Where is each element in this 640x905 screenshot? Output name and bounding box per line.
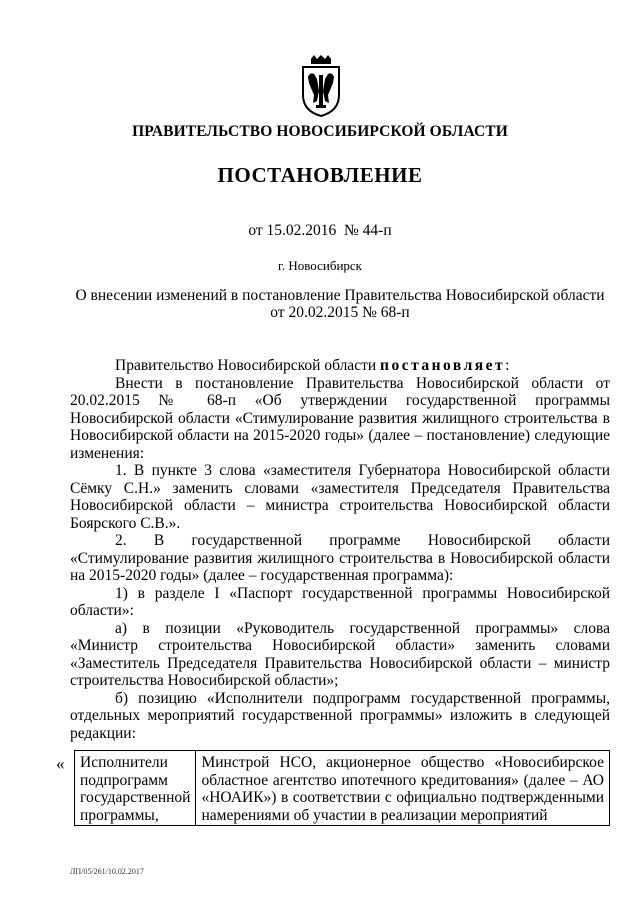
preamble <box>70 357 610 375</box>
table-cell-value: Минстрой НСО, акционерное общество «Новосибирское областное агентство ипотечного кредитования» (далее – АО «НОАИК») в соответствии с официально подтвержденными намерениями об участии в реализации мероприятий <box>196 751 610 826</box>
subject-line-1: О внесении изменений в постановление Правительства Новосибирской области <box>75 287 605 304</box>
open-quote-mark: « <box>56 754 65 773</box>
document-city: г. Новосибирск <box>277 258 362 273</box>
paragraph-intro: Внести в постановление Правительства Новосибирской области от 20.02.2015 № 68-п «Об утверждении государственной программы Новосибирской области «Стимулирование развития жилищного строительства в Новосибирской области на 2015-2020 годы» (далее – постановление) следующие изменения: <box>70 374 610 462</box>
passport-table <box>74 750 610 826</box>
document-type: ПОСТАНОВЛЕНИЕ <box>217 163 423 187</box>
paragraph-subitem-a: а) в позиции «Руководитель государственной программы» слова «Министр строительства Новосибирской области» заменить словами «Заместитель Председателя Правительства Новосибирской области – министр строительства Новосибирской области»; <box>70 619 610 689</box>
preamble-verb: постановляет <box>380 357 506 374</box>
preamble-start: Правительство Новосибирской области <box>115 357 381 374</box>
coat-of-arms-icon <box>300 55 342 117</box>
paragraph-subitem-b: б) позицию «Исполнители подпрограмм государственной программы, отдельных мероприятий государственной программы» изложить в следующей редакции: <box>70 689 610 742</box>
document-subject <box>70 287 610 321</box>
document-body <box>70 357 610 742</box>
paragraph-item-1: 1. В пункте 3 слова «заместителя Губернатора Новосибирской области Сёмку С.Н.» заменить словами «заместителя Председателя Правительства Новосибирской области – министра строительства Новосибирской области Боярского С.В.». <box>70 462 610 532</box>
government-title: ПРАВИТЕЛЬСТВО НОВОСИБИРСКОЙ ОБЛАСТИ <box>132 123 508 140</box>
table-cell-label: Исполнители подпрограмм государственной программы, <box>75 751 196 826</box>
preamble-end: : <box>505 357 510 374</box>
document-date-number: от 15.02.2016 № 44-п <box>248 222 392 239</box>
subject-line-2: от 20.02.2015 № 68-п <box>270 304 410 321</box>
table-row <box>75 751 610 826</box>
footer-code: ЛП/05/261/10.02.2017 <box>70 867 144 876</box>
paragraph-subitem-1: 1) в разделе I «Паспорт государственной программы Новосибирской области»: <box>70 584 610 619</box>
paragraph-item-2: 2. В государственной программе Новосибирской области «Стимулирование развития жилищного строительства в Новосибирской области на 2015-2020 годы» (далее – государственная программа): <box>70 532 610 584</box>
